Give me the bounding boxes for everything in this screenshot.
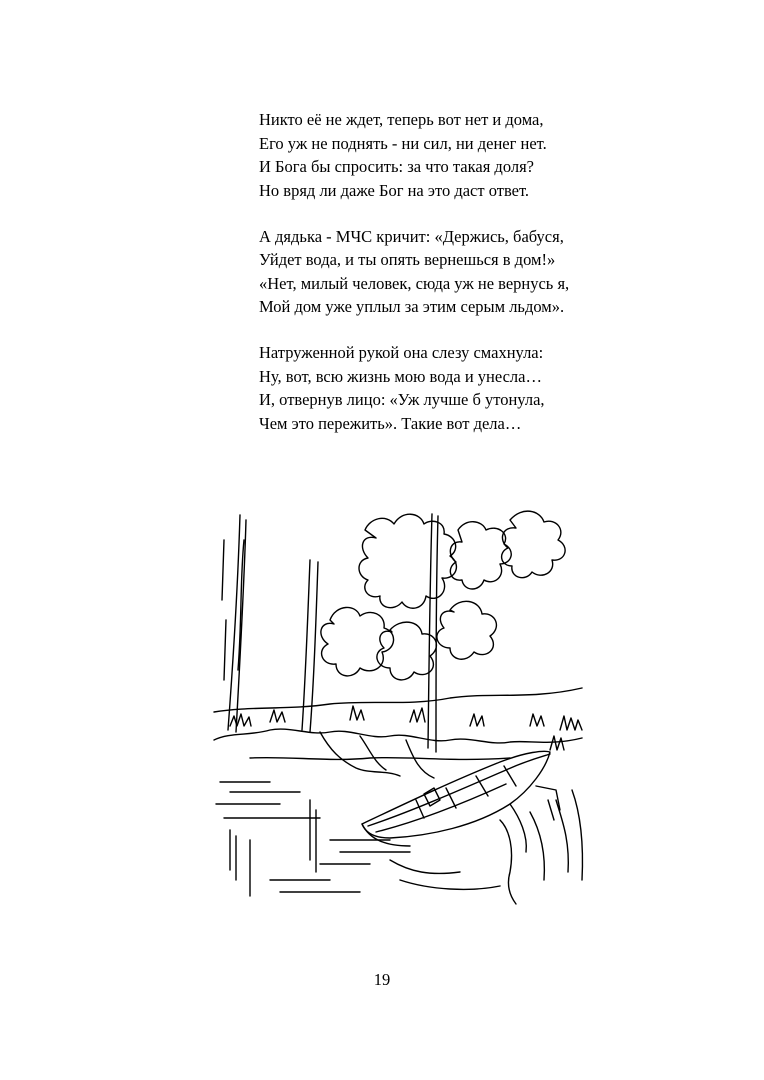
poem-line: Никто её не ждет, теперь вот нет и дома, [259, 110, 544, 129]
poem-line: Натруженной рукой она слезу смахнула: [259, 343, 544, 362]
poem-line: Мой дом уже уплыл за этим серым льдом». [259, 297, 565, 316]
page-number: 19 [373, 970, 391, 989]
boat-on-river-drawing [210, 500, 590, 905]
tree-foliage [321, 511, 565, 680]
stanza-1 [259, 108, 639, 202]
poem-line: Уйдет вода, и ты опять вернешься в дом!» [259, 250, 556, 269]
poem-line: Чем это пережить». Такие вот дела… [259, 413, 522, 433]
water-lines [216, 782, 410, 896]
poem-line: И Бога бы спросить: за что такая доля? [259, 157, 534, 176]
poem-line: «Нет, милый человек, сюда уж не вернусь я, [259, 273, 570, 293]
poem-line: И, отвернув лицо: «Уж лучше б утонула, [259, 390, 545, 409]
stanza-3 [259, 341, 639, 435]
far-shore [214, 688, 582, 778]
poem [259, 108, 639, 458]
poem-line: А дядька - МЧС кричит: «Держись, бабуся, [259, 226, 564, 246]
tree-trunks [222, 514, 438, 752]
poem-line: Но вряд ли даже Бог на это даст ответ. [259, 180, 530, 200]
illustration [210, 500, 590, 905]
boat [362, 751, 560, 852]
poem-line: Ну, вот, всю жизнь мою вода и унесла… [259, 366, 542, 386]
poem-line: Его уж не поднять - ни сил, ни денег нет. [259, 133, 547, 153]
near-shore [390, 716, 583, 904]
stanza-2 [259, 225, 639, 319]
